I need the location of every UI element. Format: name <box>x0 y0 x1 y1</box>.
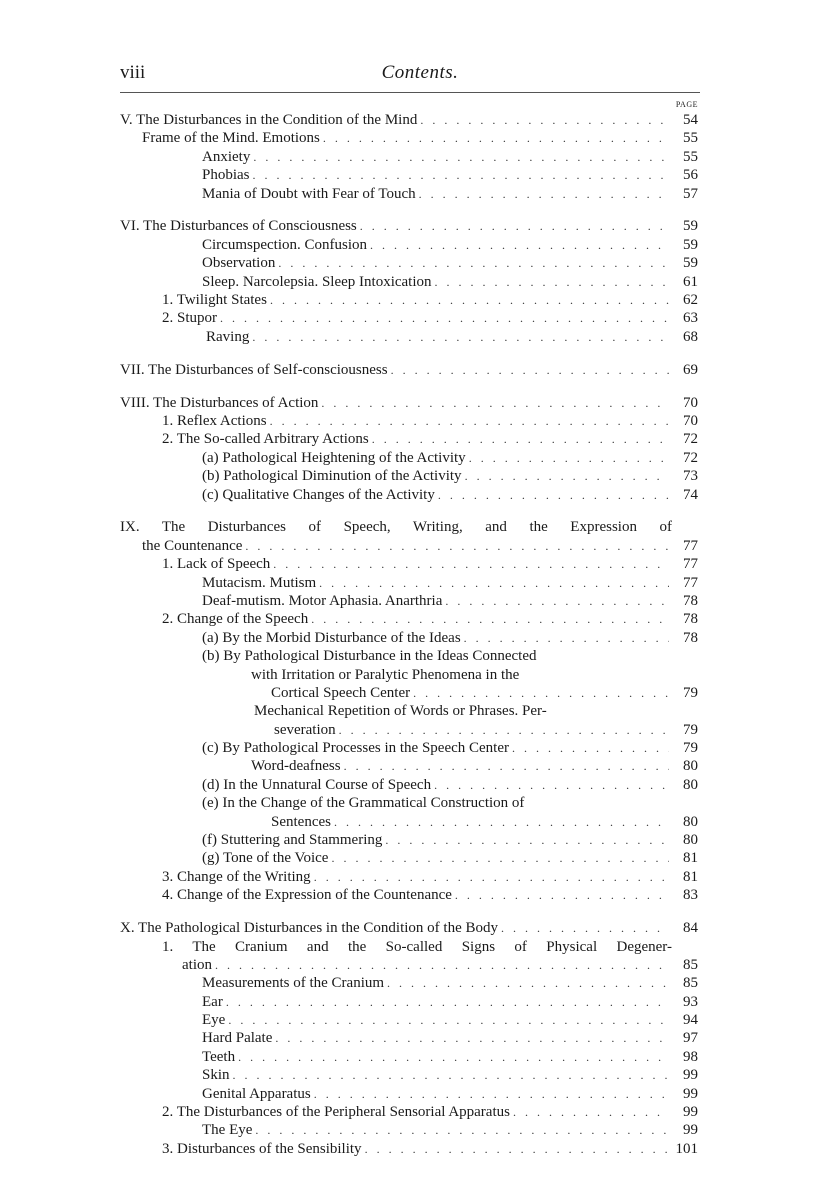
leader-dots <box>365 1140 669 1158</box>
toc-entry <box>120 309 698 327</box>
toc-entry-page: 62 <box>683 292 698 308</box>
leader-dots <box>372 430 669 448</box>
toc-entry <box>120 1066 698 1084</box>
toc-entry-text: Circumspection. Confusion <box>202 236 367 253</box>
toc-entry-text: 2. The So-called Arbitrary Actions <box>162 431 369 448</box>
leader-dots <box>311 610 669 628</box>
toc-entry <box>120 684 698 702</box>
toc-entry <box>120 1011 698 1029</box>
toc-entry-page: 80 <box>683 758 698 775</box>
toc-entry <box>120 537 698 555</box>
toc-entry-text: (c) Qualitative Changes of the Activity <box>202 486 435 503</box>
leader-dots <box>273 555 669 573</box>
toc-entry <box>120 831 698 849</box>
toc-entry-text: Phobias <box>202 167 250 184</box>
leader-dots <box>385 831 669 849</box>
leader-dots <box>370 236 669 254</box>
leader-dots <box>215 956 669 974</box>
leader-dots <box>464 629 669 647</box>
toc-entry-text: ation <box>182 956 212 973</box>
leader-dots <box>319 574 669 592</box>
toc-entry <box>120 629 698 647</box>
toc-entry <box>120 111 698 129</box>
toc-entry-page: 99 <box>683 1067 698 1084</box>
toc-entry-page: 94 <box>683 1012 698 1029</box>
toc-entry-page: 84 <box>683 920 698 937</box>
toc-entry-page: 80 <box>683 776 698 793</box>
leader-dots <box>420 111 669 129</box>
leader-dots <box>238 1048 669 1066</box>
toc-entry <box>120 886 698 904</box>
toc-entry-page: 69 <box>683 361 698 378</box>
toc-entry-text: Anxiety <box>202 148 251 165</box>
leader-dots <box>501 919 669 937</box>
leader-dots <box>331 849 669 867</box>
leader-dots <box>220 309 669 327</box>
toc-entry-text: Genital Apparatus <box>202 1085 311 1102</box>
leader-dots <box>252 328 669 346</box>
toc-entry-text: (d) In the Unnatural Course of Speech <box>202 776 432 793</box>
toc-entry <box>120 1029 698 1047</box>
toc-entry-page: 79 <box>683 684 698 701</box>
toc-entry-text: Sleep. Narcolepsia. Sleep Intoxication <box>202 273 432 290</box>
leader-dots <box>445 592 669 610</box>
toc-entry <box>120 467 698 485</box>
toc-entry-text: Eye <box>202 1012 226 1029</box>
toc-entry-text: 1. The Cranium and the So-called Signs of Physical Degener- <box>162 938 672 955</box>
leader-dots <box>334 813 669 831</box>
leader-dots <box>314 868 669 886</box>
toc-entry-page: 78 <box>683 629 698 646</box>
toc-entry-page: 99 <box>683 1104 698 1121</box>
toc-entry-page: 85 <box>683 975 698 992</box>
toc-entry <box>120 1140 698 1158</box>
leader-dots <box>245 537 669 555</box>
toc-entry-text: (b) By Pathological Disturbance in the Ideas Connected <box>202 648 537 665</box>
toc-entry-page: 79 <box>683 740 698 757</box>
toc-entry-page: 55 <box>683 148 698 165</box>
toc-entry-text: Hard Palate <box>202 1030 273 1047</box>
toc-entry <box>120 849 698 867</box>
toc-entry-page: 70 <box>683 412 698 429</box>
toc-entry <box>120 555 698 573</box>
toc-entry <box>120 647 698 665</box>
leader-dots <box>387 974 669 992</box>
toc-entry <box>120 794 698 812</box>
toc-entry-text: (c) By Pathological Processes in the Speech Center <box>202 740 510 757</box>
leader-dots <box>455 886 669 904</box>
toc-entry-text: Frame of the Mind. Emotions <box>142 130 320 147</box>
toc-entry-page: 59 <box>683 218 698 235</box>
toc-entry <box>120 394 698 412</box>
toc-entry-text: (e) In the Change of the Grammatical Construction of <box>202 795 525 812</box>
toc-entry-text: Raving <box>206 328 250 345</box>
running-title: Contents. <box>381 62 459 83</box>
toc-entry-text: 2. The Disturbances of the Peripheral Sensorial Apparatus <box>162 1104 510 1121</box>
toc-entry <box>120 610 698 628</box>
toc-entry-page: 79 <box>683 721 698 738</box>
toc-entry-page: 83 <box>683 887 698 904</box>
toc-entry-text: 2. Change of the Speech <box>162 611 309 628</box>
toc-entry <box>120 361 698 379</box>
toc-entry-text: (g) Tone of the Voice <box>202 850 329 867</box>
leader-dots <box>314 1085 669 1103</box>
toc-entry-text: 4. Change of the Expression of the Countenance <box>162 887 452 904</box>
toc-entry-text: (f) Stuttering and Stammering <box>202 832 383 849</box>
leader-dots <box>391 361 669 379</box>
toc-entry-text: IX. The Disturbances of Speech, Writing, and the Expression of <box>120 519 672 536</box>
toc-entry-text: Deaf-mutism. Motor Aphasia. Anarthria <box>202 592 443 609</box>
toc-entry-page: 59 <box>683 255 698 272</box>
toc-entry-page: 97 <box>683 1030 698 1047</box>
toc-entry-text: 1. Twilight States <box>162 292 267 308</box>
toc-entry <box>120 217 698 235</box>
leader-dots <box>419 185 669 203</box>
toc-entry <box>120 254 698 272</box>
leader-dots <box>512 739 669 757</box>
leader-dots <box>275 1029 669 1047</box>
toc-entry-page: 74 <box>683 486 698 503</box>
toc-entry <box>120 1085 698 1103</box>
toc-entry <box>120 919 698 937</box>
toc-entry <box>120 574 698 592</box>
toc-entry <box>120 813 698 831</box>
toc-entry <box>120 776 698 794</box>
toc-entry-page: 77 <box>683 556 698 573</box>
toc-entry-text: The Eye <box>202 1122 253 1139</box>
toc-entry <box>120 758 698 776</box>
toc-entry-text: severation <box>274 721 336 738</box>
toc-entry-text: VII. The Disturbances of Self-consciousness <box>120 361 388 378</box>
toc-entry <box>120 592 698 610</box>
toc-entry-page: 99 <box>683 1122 698 1139</box>
toc-entry-page: 93 <box>683 993 698 1010</box>
toc-entry-text: Skin <box>202 1067 230 1084</box>
leader-dots <box>255 1121 669 1139</box>
toc-entry-page: 81 <box>683 850 698 867</box>
toc-entry <box>120 166 698 184</box>
page-folio: viii <box>120 62 146 83</box>
toc-entry-text: VIII. The Disturbances of Action <box>120 394 319 411</box>
toc-entry <box>120 1103 698 1121</box>
toc-entry-text: 3. Change of the Writing <box>162 868 311 885</box>
toc-entry-page: 80 <box>683 832 698 849</box>
toc-entry-text: (a) Pathological Heightening of the Activity <box>202 449 466 466</box>
toc-entry-text: Word-deafness <box>251 758 341 775</box>
leader-dots <box>233 1066 669 1084</box>
page-column-label: PAGE <box>675 100 698 109</box>
toc-entry-page: 78 <box>683 611 698 628</box>
toc-entry-text: with Irritation or Paralytic Phenomena in the <box>251 666 520 683</box>
toc-entry <box>120 430 698 448</box>
toc-entry <box>120 739 698 757</box>
toc-entry <box>120 148 698 166</box>
toc-entry-text: Observation <box>202 255 276 272</box>
leader-dots <box>253 166 669 184</box>
leader-dots <box>435 273 669 291</box>
leader-dots <box>339 721 669 739</box>
toc-entry-page: 77 <box>683 537 698 554</box>
toc-entry-text: 1. Reflex Actions <box>162 412 267 429</box>
leader-dots <box>413 684 669 702</box>
toc-entry <box>120 328 698 346</box>
toc-entry-text: 1. Lack of Speech <box>162 556 271 573</box>
toc-entry-text: 3. Disturbances of the Sensibility <box>162 1140 362 1157</box>
toc-entry <box>120 974 698 992</box>
leader-dots <box>513 1103 669 1121</box>
toc-entry <box>120 868 698 886</box>
leader-dots <box>469 449 669 467</box>
toc-entry-text: the Countenance <box>142 537 243 554</box>
toc-entry <box>120 236 698 254</box>
leader-dots <box>360 217 669 235</box>
toc-entry <box>120 1121 698 1139</box>
toc-entry-page: 54 <box>683 111 698 128</box>
leader-dots <box>278 254 669 272</box>
toc-entry-page: 72 <box>683 431 698 448</box>
toc-entry-page: 70 <box>683 394 698 411</box>
toc-entry-text: Teeth <box>202 1048 236 1065</box>
leader-dots <box>253 148 669 166</box>
toc-entry <box>120 702 698 720</box>
toc-entry-text: Ear <box>202 993 223 1010</box>
toc-entry <box>120 721 698 739</box>
leader-dots <box>465 467 669 485</box>
toc-entry-page: 99 <box>683 1085 698 1102</box>
toc-entry-text: Cortical Speech Center <box>271 684 411 701</box>
leader-dots <box>270 412 669 430</box>
toc-entry-page: 55 <box>683 130 698 147</box>
toc-entry-page: 56 <box>683 167 698 184</box>
toc-entry-page: 80 <box>683 813 698 830</box>
toc-entry-text: (a) By the Morbid Disturbance of the Ideas <box>202 629 461 646</box>
toc-entry-text: 2. Stupor <box>162 310 218 327</box>
toc-entry-text: VI. The Disturbances of Consciousness <box>120 218 357 235</box>
toc-entry-page: 61 <box>683 273 698 290</box>
toc-entry <box>120 449 698 467</box>
toc-entry-page: 73 <box>683 468 698 485</box>
leader-dots <box>321 394 669 412</box>
leader-dots <box>228 1011 669 1029</box>
toc-entry-text: V. The Disturbances in the Condition of the Mind <box>120 111 418 128</box>
toc-entry-page: 101 <box>675 1140 698 1157</box>
toc-entry-page: 77 <box>683 574 698 591</box>
toc-entry-page: 59 <box>683 236 698 253</box>
toc-entry-text: Mechanical Repetition of Words or Phrases. Per- <box>254 703 547 720</box>
leader-dots <box>226 993 669 1011</box>
toc-entry-text: Sentences <box>271 813 331 830</box>
toc-entry-text: Mutacism. Mutism <box>202 574 317 591</box>
toc-entry-page: 72 <box>683 449 698 466</box>
toc-entry-page: 63 <box>683 310 698 327</box>
toc-entry <box>120 1048 698 1066</box>
toc-entry <box>120 291 698 309</box>
toc-entry-page: 98 <box>683 1048 698 1065</box>
leader-dots <box>323 129 669 147</box>
leader-dots <box>438 486 669 504</box>
page-header <box>0 0 840 109</box>
toc-entry-page: 78 <box>683 592 698 609</box>
toc-entry-text: Mania of Doubt with Fear of Touch <box>202 185 416 202</box>
toc-entry <box>120 666 698 684</box>
toc-entry <box>120 956 698 974</box>
toc-entry-text: X. The Pathological Disturbances in the Condition of the Body <box>120 920 499 937</box>
toc-entry <box>120 273 698 291</box>
toc-entry <box>120 129 698 147</box>
toc-entry <box>120 518 698 536</box>
toc-entry-page: 85 <box>683 956 698 973</box>
toc-entry <box>120 938 698 956</box>
toc-entry <box>120 412 698 430</box>
leader-dots <box>344 757 669 775</box>
toc-entry-text: (b) Pathological Diminution of the Activity <box>202 468 462 485</box>
header-rule <box>120 92 700 93</box>
leader-dots <box>434 776 669 794</box>
toc-entry <box>120 486 698 504</box>
toc-entry <box>120 993 698 1011</box>
toc-entry <box>120 185 698 203</box>
toc-entry-page: 57 <box>683 185 698 202</box>
toc-entry-text: Measurements of the Cranium <box>202 975 385 992</box>
table-of-contents <box>120 111 698 1158</box>
toc-entry-page: 81 <box>683 868 698 885</box>
toc-entry-page: 68 <box>683 328 698 345</box>
leader-dots <box>270 291 669 309</box>
